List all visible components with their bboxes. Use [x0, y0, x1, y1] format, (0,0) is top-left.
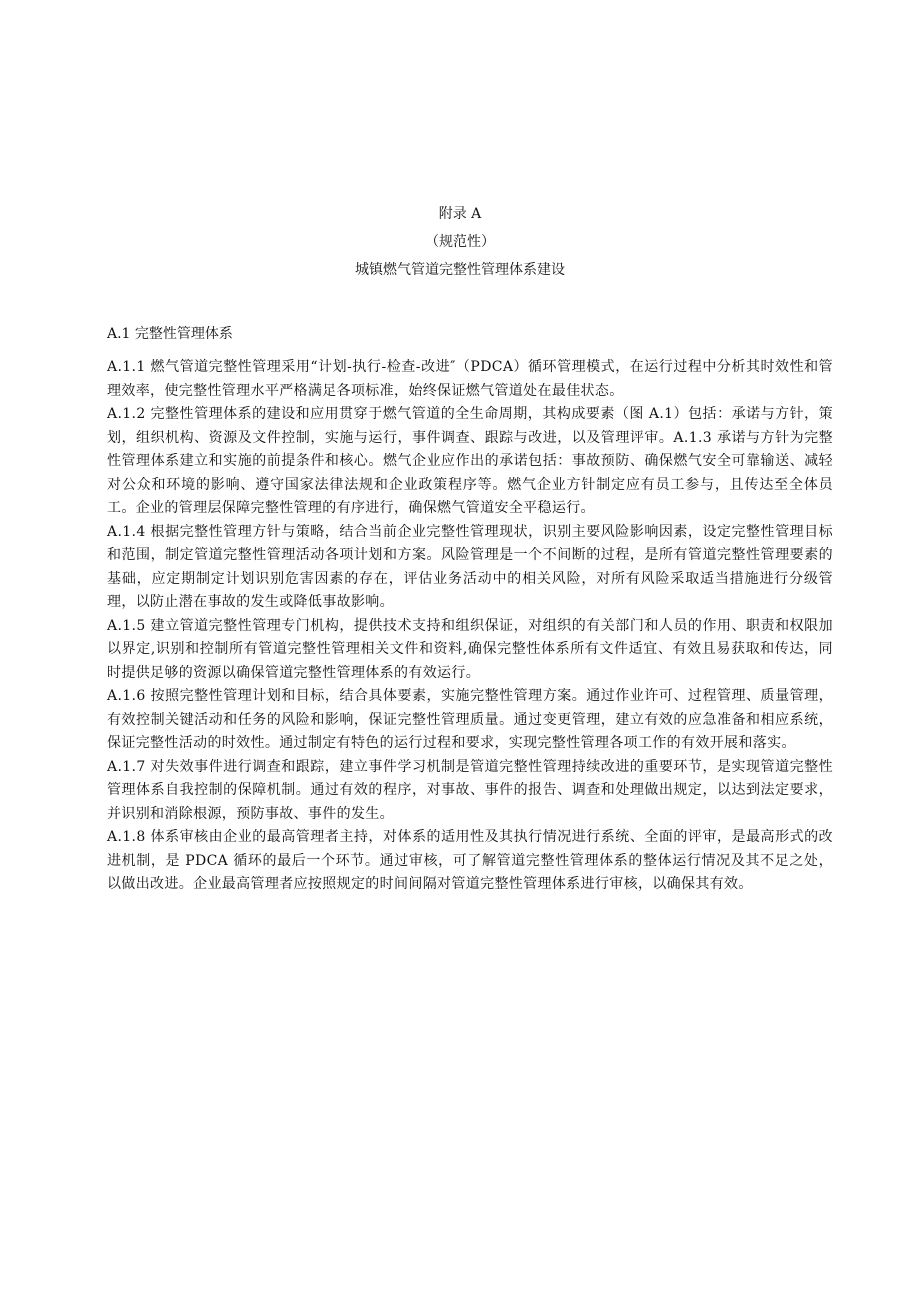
document-body — [107, 322, 833, 897]
section-title: A.1 完整性管理体系 — [107, 326, 233, 342]
normative-label: （规范性） — [425, 234, 495, 250]
appendix-label: 附录 A — [438, 206, 482, 222]
paragraph-a-1-8: A.1.8 体系审核由企业的最高管理者主持，对体系的适用性及其执行情况进行系统、全面的评审，是最高形式的改进机制，是 PDCA 循环的最后一个环节。通过审核，可了解管道完整性管理体系的整体运行情况及其不足之处，以做出改进。企业最高管理者应按照规定的时间间隔对管道完整性管理体系进行审核，以确保其有效。 — [107, 829, 833, 892]
paragraph-a-1-2: A.1.2 完整性管理体系的建设和应用贯穿于燃气管道的全生命周期，其构成要素（图 A.1）包括：承诺与方针，策划，组织机构、资源及文件控制，实施与运行，事件调查、跟踪与改进，以及管理评审。A.1.3 承诺与方针为完整性管理体系建立和实施的前提条件和核心。燃气企业应作出的承诺包括：事故预防、确保燃气安全可靠输送、减轻对公众和环境的影响、遵守国家法律法规和企业政策程序等。燃气企业方针制定应有员工参与，且传达至全体员工。企业的管理层保障完整性管理的有序进行，确保燃气管道安全平稳运行。 — [107, 406, 833, 516]
paragraph-a-1-1: A.1.1 燃气管道完整性管理采用“计划-执行-检查-改进″（PDCA）循环管理模式，在运行过程中分析其时效性和管理效率，使完整性管理水平严格满足各项标准，始终保证燃气管道处在最佳状态。 — [107, 359, 833, 399]
paragraph-a-1-7: A.1.7 对失效事件进行调查和跟踪，建立事件学习机制是管道完整性管理持续改进的重要环节，是实现管道完整性管理体系自我控制的保障机制。通过有效的程序，对事故、事件的报告、调查和处理做出规定，以达到法定要求，并识别和消除根源，预防事故、事件的发生。 — [107, 758, 833, 822]
paragraph-a-1-4: A.1.4 根据完整性管理方针与策略，结合当前企业完整性管理现状，识别主要风险影响因素，设定完整性管理目标和范围，制定管道完整性管理活动各项计划和方案。风险管理是一个不间断的过程，是所有管道完整性管理要素的基础，应定期制定计划识别危害因素的存在，评估业务活动中的相关风险，对所有风险采取适当措施进行分级管理，以防止潜在事故的发生或降低事故影响。 — [107, 523, 833, 610]
appendix-heading — [0, 200, 920, 284]
paragraph-a-1-5: A.1.5 建立管道完整性管理专门机构，提供技术支持和组织保证，对组织的有关部门和人员的作用、职责和权限加以界定,识别和控制所有管道完整性管理相关文件和资料,确保完整性体系所有文件适宜、有效且易获取和传达，同时提供足够的资源以确保管道完整性管理体系的有效运行。 — [107, 617, 833, 681]
paragraph-a-1-6: A.1.6 按照完整性管理计划和目标，结合具体要素，实施完整性管理方案。通过作业许可、过程管理、质量管理，有效控制关键活动和任务的风险和影响，保证完整性管理质量。通过变更管理，建立有效的应急准备和相应系统，保证完整性活动的时效性。通过制定有特色的运行过程和要求，实现完整性管理各项工作的有效开展和落实。 — [107, 688, 833, 751]
appendix-title: 城镇燃气管道完整性管理体系建设 — [355, 262, 565, 278]
